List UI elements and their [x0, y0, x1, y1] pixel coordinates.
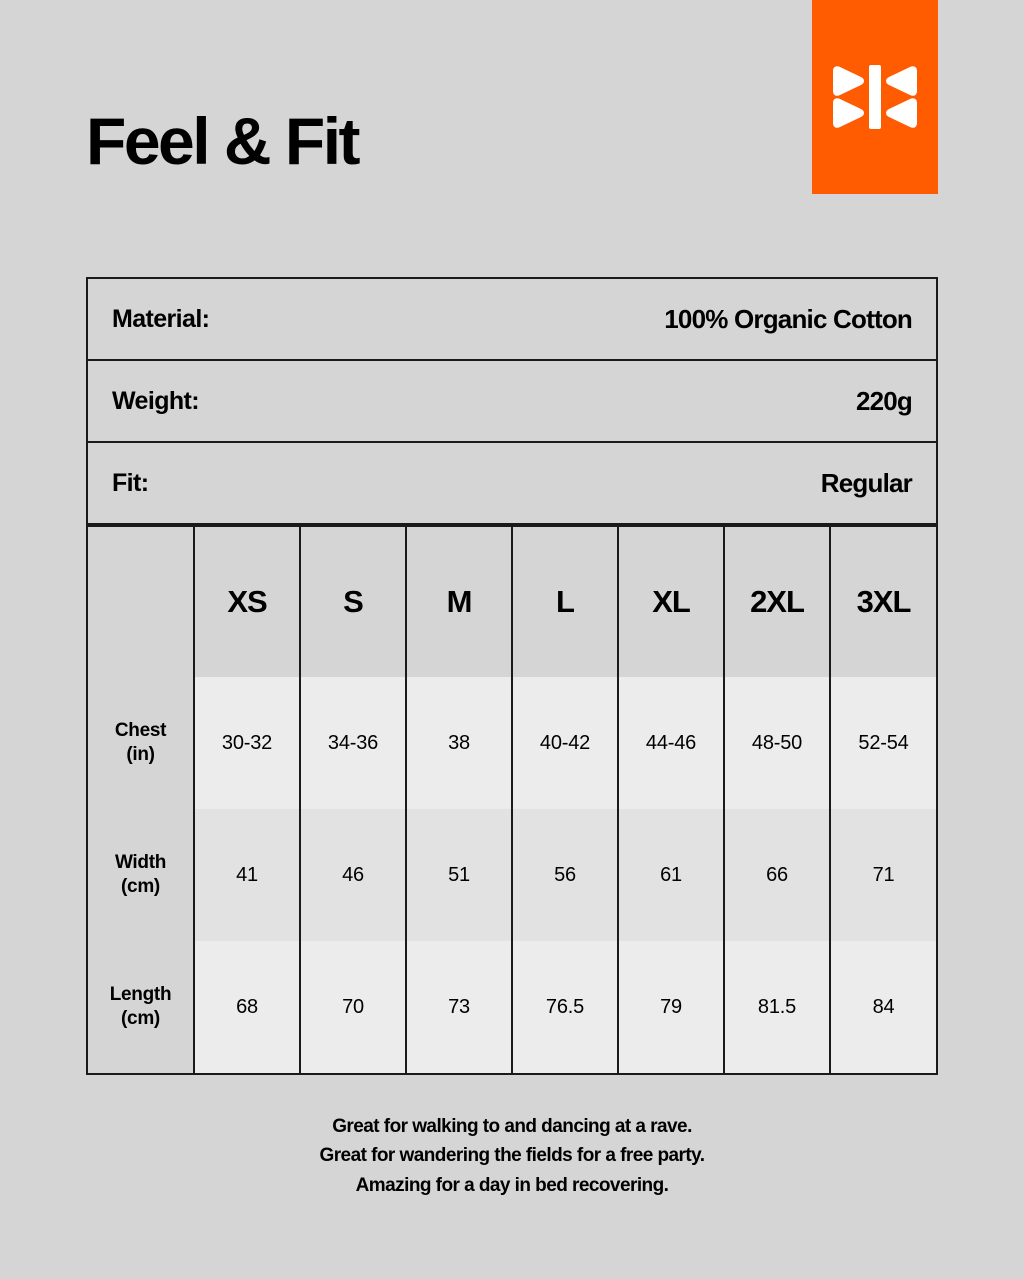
page-title: Feel & Fit — [86, 104, 359, 178]
size-header-2xl: 2XL — [724, 527, 830, 677]
cell-length-3xl: 84 — [830, 941, 936, 1073]
row-label-length-line1: Length — [109, 984, 172, 1006]
size-header-xl: XL — [618, 527, 724, 677]
table-row — [88, 809, 936, 941]
size-chart — [88, 525, 936, 1073]
size-header-l: L — [512, 527, 618, 677]
row-label-chest-line2: (in) — [126, 744, 155, 765]
cell-width-xs: 41 — [194, 809, 300, 941]
cell-chest-s: 34-36 — [300, 677, 406, 809]
spec-row-material — [88, 279, 936, 361]
spec-label-fit: Fit: — [112, 468, 149, 497]
cell-width-s: 46 — [300, 809, 406, 941]
size-header-corner — [88, 527, 194, 677]
row-label-chest — [88, 677, 194, 809]
spec-row-fit — [88, 443, 936, 525]
cell-length-s: 70 — [300, 941, 406, 1073]
footnote-line-3: Amazing for a day in bed recovering. — [355, 1174, 669, 1196]
size-header-3xl: 3XL — [830, 527, 936, 677]
cell-chest-xl: 44-46 — [618, 677, 724, 809]
cell-chest-m: 38 — [406, 677, 512, 809]
cell-chest-xs: 30-32 — [194, 677, 300, 809]
size-header-row — [88, 527, 936, 677]
size-header-xs: XS — [194, 527, 300, 677]
row-label-length — [88, 941, 194, 1073]
cell-chest-3xl: 52-54 — [830, 677, 936, 809]
cell-chest-l: 40-42 — [512, 677, 618, 809]
row-label-width — [88, 809, 194, 941]
footnote-line-1: Great for walking to and dancing at a rave. — [332, 1116, 692, 1137]
cell-width-xl: 61 — [618, 809, 724, 941]
cell-chest-2xl: 48-50 — [724, 677, 830, 809]
cell-width-2xl: 66 — [724, 809, 830, 941]
spec-value-fit: Regular — [820, 467, 912, 498]
row-label-width-line1: Width — [114, 852, 167, 874]
cell-width-l: 56 — [512, 809, 618, 941]
row-label-chest-line1: Chest — [114, 720, 167, 742]
butterfly-icon — [831, 65, 919, 129]
footnote — [0, 1112, 1024, 1200]
size-header-s: S — [300, 527, 406, 677]
row-label-length-line2: (cm) — [121, 1008, 160, 1029]
cell-length-2xl: 81.5 — [724, 941, 830, 1073]
spec-label-weight: Weight: — [112, 386, 199, 415]
spec-value-material: 100% Organic Cotton — [664, 303, 912, 334]
cell-length-l: 76.5 — [512, 941, 618, 1073]
cell-width-3xl: 71 — [830, 809, 936, 941]
footnote-line-2: Great for wandering the fields for a free party. — [319, 1145, 705, 1167]
cell-length-xs: 68 — [194, 941, 300, 1073]
table-row — [88, 677, 936, 809]
feel-and-fit-table — [86, 277, 938, 1075]
brand-logo — [812, 0, 938, 194]
table-row — [88, 941, 936, 1073]
size-header-m: M — [406, 527, 512, 677]
spec-row-weight — [88, 361, 936, 443]
row-label-width-line2: (cm) — [121, 876, 160, 897]
cell-width-m: 51 — [406, 809, 512, 941]
spec-label-material: Material: — [112, 304, 210, 333]
spec-value-weight: 220g — [855, 385, 912, 416]
cell-length-xl: 79 — [618, 941, 724, 1073]
cell-length-m: 73 — [406, 941, 512, 1073]
